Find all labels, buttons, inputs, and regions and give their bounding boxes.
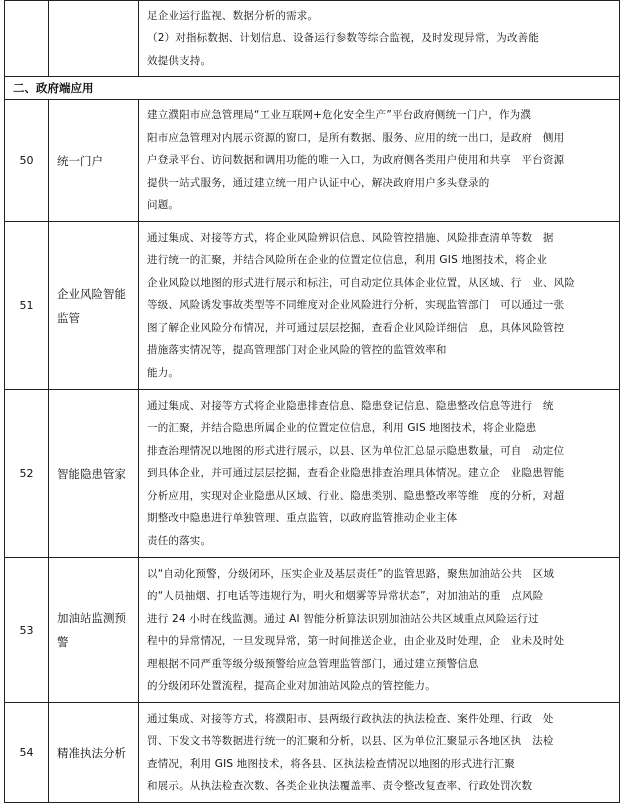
row-number: 53 [5,558,49,703]
row-description: 足企业运行监视、数据分析的需求。 （2）对指标数据、计划信息、设备运行参数等综合监视，及时发现异常，为改善能 效提供支持。 [139,1,620,77]
row-name: 加油站监测预 警 [49,558,139,703]
table-row [5,703,620,803]
table-row [5,558,620,703]
table-row [5,390,620,558]
table-row-continuation [5,1,620,77]
row-name: 智能隐患管家 [49,390,139,558]
row-description: 通过集成、对接等方式，将濮阳市、县两级行政执法的执法检查、案件处理、行政 处 罚、下发文书等数据进行统一的汇聚和分析，以县、区为单位汇聚显示各地区执 法检 查情况，利用 GIS 地图技术，将各县、区执法检查情况以地图的形式进行汇聚 和展示。从执法检查次数、各类企业执法覆盖率、责令整改复查率、行政处罚次数 [139,703,620,803]
row-name: 精准执法分析 [49,703,139,803]
row-name: 统一门户 [49,100,139,222]
section-title: 二、政府端应用 [5,77,620,100]
row-description: 通过集成、对接等方式将企业隐患排查信息、隐患登记信息、隐患整改信息等进行 统 一的汇聚，并结合隐患所属企业的位置定位信息，利用 GIS 地图技术，将企业隐患 排查治理情况以地图的形式进行展示，以县、区为单位汇总显示隐患数量，可自 动定位 到具体企业，并可通过层层挖掘，查看企业隐患排查治理具体情况。建立企 业隐患智能 分析应用，实现对企业隐患从区域、行业、隐患类别、隐患整改率等维 度的分析，对超 期整改中隐患进行单独管理、重点监管，以政府监管推动企业主体 责任的落实。 [139,390,620,558]
row-description: 以“自动化预警，分级闭环，压实企业及基层责任”的监管思路，聚焦加油站公共 区域 的“人员抽烟、打电话等违规行为，明火和烟雾等异常状态”，对加油站的重 点风险 进行 24 小时在线监测。通过 AI 智能分析算法识别加油站公共区域重点风险运行过 程中的异常情况，一旦发现异常，第一时间推送企业，由企业及时处理，企 业未及时处 理根据不同严重等级分级预警给应急管理监管部门，通过建立预警信息 的分级闭环处置流程，提高企业对加油站风险点的管控能力。 [139,558,620,703]
table-row [5,100,620,222]
row-number: 54 [5,703,49,803]
requirements-table [4,0,620,803]
row-number: 50 [5,100,49,222]
section-header-row [5,77,620,100]
row-description: 通过集成、对接等方式，将企业风险辨识信息、风险管控措施、风险排查清单等数 据 进行统一的汇聚，并结合风险所在企业的位置定位信息，利用 GIS 地图技术，将企业 企业风险以地图的形式进行展示和标注，可自动定位具体企业位置，从区域、行 业、风险 等级、风险诱发事故类型等不同维度对企业风险进行分析，实现监管部门 可以通过一张 图了解企业风险分布情况，并可通过层层挖掘，查看企业风险详细信 息，具体风险管控 措施落实情况等，提高管理部门对企业风险的管控的监管效率和 能力。 [139,222,620,390]
row-name: 企业风险智能 监管 [49,222,139,390]
row-description: 建立濮阳市应急管理局“工业互联网+危化安全生产”平台政府侧统一门户，作为濮 阳市应急管理对内展示资源的窗口，是所有数据、服务、应用的统一出口，是政府 侧用 户登录平台、访问数据和调用功能的唯一入口，为政府侧各类用户使用和共享 平台资源 提供一站式服务，通过建立统一用户认证中心，解决政府用户多头登录的 问题。 [139,100,620,222]
row-number: 51 [5,222,49,390]
row-number: 52 [5,390,49,558]
table-row [5,222,620,390]
